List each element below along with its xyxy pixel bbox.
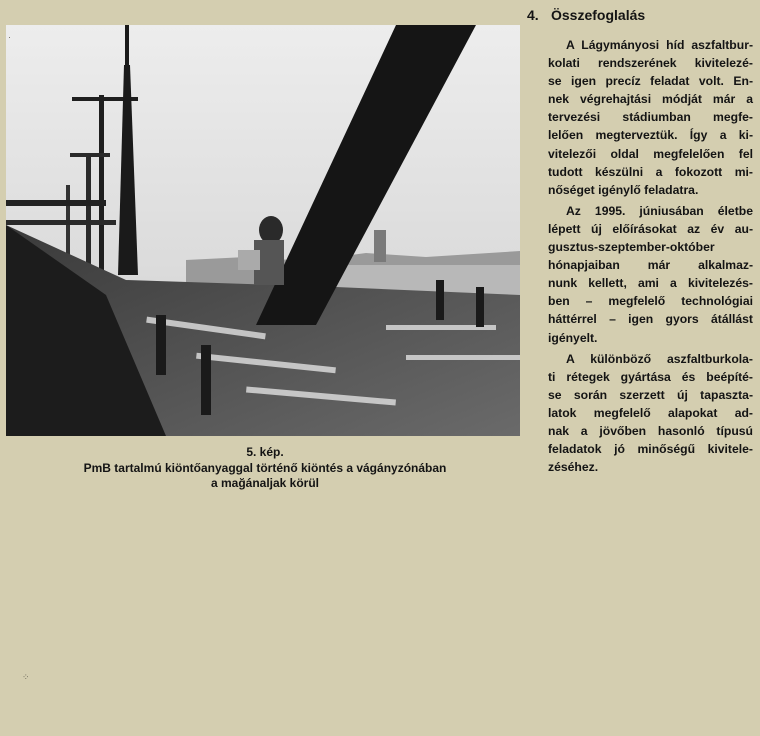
- paragraph-1: [527, 36, 753, 199]
- figure-caption-line-1: PmB tartalmú kiöntőanyaggal történő kiöntés a vágányzónában: [83, 460, 447, 475]
- text-line: vitelezői oldal megfelelően fel: [548, 146, 753, 161]
- text-line: A különböző aszfaltburkola-: [566, 351, 753, 366]
- bridge-photo: [6, 25, 520, 436]
- section-heading: [527, 6, 753, 24]
- text-line: feladatok jó minőségű kivitele-: [548, 442, 753, 457]
- scan-speck: ·: [8, 32, 11, 42]
- text-line: se során szerzett új tapaszta-: [548, 387, 753, 402]
- text-line: tudott készülni a fokozott mi-: [548, 164, 753, 179]
- text-line: zéséhez.: [548, 460, 599, 475]
- figure-label: 5. kép.: [246, 445, 284, 459]
- text-line: nak a jövőben hasonló típusú: [548, 423, 753, 438]
- figure-caption-line-2: a mağánaljak körül: [210, 476, 320, 490]
- text-line: hónapjaiban már alkalmaz-: [548, 258, 753, 273]
- text-line: háttérrel – igen gyors átállást: [548, 312, 753, 327]
- text-line: nőséget igénylő feladatra.: [548, 182, 699, 197]
- figure-caption: [30, 445, 500, 492]
- text-line: A Lágymányosi híd aszfaltbur-: [566, 38, 753, 52]
- paragraph-2: [527, 202, 753, 347]
- text-line: lelően megterveztük. Így a ki-: [548, 128, 753, 143]
- text-line: nunk kellett, ami a kivitelezés-: [548, 276, 753, 291]
- section-title: Összefoglalás: [551, 7, 646, 23]
- text-line: kolati rendszerének kivitelezé-: [548, 56, 753, 71]
- text-line: gusztus-szeptember-október: [548, 240, 715, 255]
- text-line: igényelt.: [548, 330, 598, 345]
- text-line: ti rétegek gyártása és beépíté-: [548, 369, 753, 384]
- text-line: nek végrehajtási módját már a: [548, 92, 753, 107]
- text-line: lépett új előírásokat az év au-: [548, 221, 753, 236]
- section-number: 4.: [527, 7, 539, 23]
- text-line: ben – megfelelő technológiai: [548, 294, 753, 309]
- text-line: Az 1995. júniusában életbe: [566, 203, 753, 218]
- scan-speck: ⁘: [22, 672, 30, 682]
- text-line: latok megfelelő alapokat ad-: [548, 405, 753, 420]
- text-line: se igen precíz feladat volt. En-: [548, 74, 753, 89]
- paragraph-3: [527, 350, 753, 477]
- text-line: tervezési stádiumban megfe-: [548, 110, 753, 125]
- summary-section: [527, 6, 753, 479]
